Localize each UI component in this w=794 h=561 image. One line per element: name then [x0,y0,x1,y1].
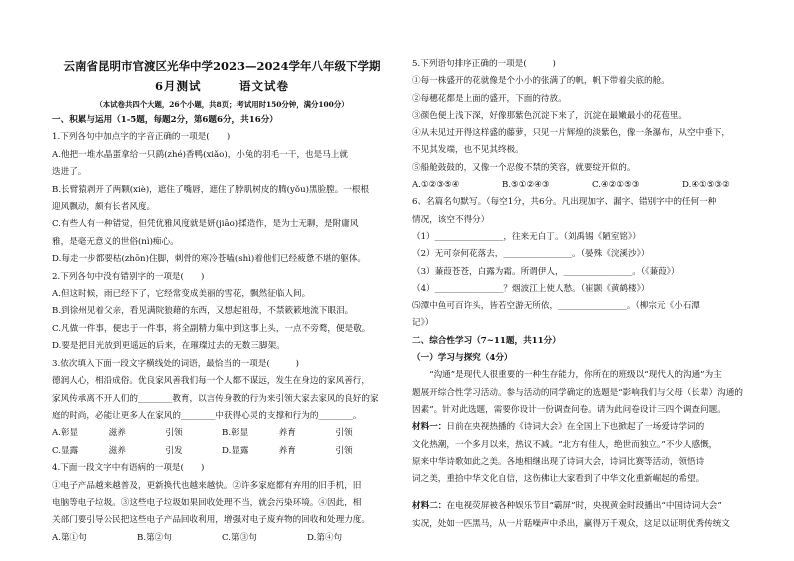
option-item: A.第①句 [52,532,87,543]
option-row [52,443,392,460]
text-line: 一、积累与运用（1-5题，每题2分，第6题6分，共16分） [52,115,278,125]
text-line: 材料一：日前在央视热播的《诗词大会》在全国上下也掀起了一场爱诗学词的 [412,422,705,433]
text-line [412,488,772,498]
option-item: 引领 [335,428,353,439]
text-line: 6、名篇名句默写。（每空1分，共6分。凡出现加字、漏字、错别字中的任何一种 [412,197,717,208]
text-line: D.要是把目光放到更遥远的后来，在璀璨过去的无数三脚架。 [52,341,285,352]
text-line: 实况，处如一匹黑马，从一片聒噪声中杀出，赢得万千观众，这足以证明优秀传统文 [412,518,730,529]
option-row [412,177,772,194]
right-column [412,0,772,533]
option-row [52,530,392,547]
text-line: 记》） [412,318,434,329]
text-line: 2.下列各句中没有错别字的一项是( ) [52,271,205,282]
text-line: A.他把一堆水晶蛋拿给一只鹞(zhé)香鸭(xiǎo)，小兔的羽毛一干，也是马上就 [52,149,349,160]
text-line: 家风传承离不开人们的________教育，以言传身教的行为来引领大家去家风的良好的家 [52,393,379,404]
right-body [412,56,772,533]
option-item: D.显露 [222,445,249,456]
text-line: C.凡做一件事，便忠于一件事，将全副精力集中到这事上头，一点不旁鹜，便是敬。 [52,323,371,334]
option-item: 引领 [335,445,353,456]
option-item: C.第③句 [222,532,257,543]
text-line: 3.依次填入下面一段文字横线处的词语，最恰当的一项是( ) [52,358,299,369]
text-line: 情况，该空不得分） [412,214,490,225]
text-line: ⑸潭中鱼可百许头，皆若空游无所依，________________。（柳宗元《小石潭 [412,301,700,312]
text-line: ②每穗花都是上面的盛开，下面的待放。 [412,93,567,104]
text-line: 不见其发端，也不见其终极。 [412,145,524,156]
text-line: B.到徐州见着父亲，看见满院狼藉的东西，又想起祖母，不禁簌簌地流下眼泪。 [52,306,354,317]
material-label: 材料二： [412,501,447,512]
text-line: ①每一株盛开的花就像是个小小的张满了的帆，帆下带着尖底的舱。 [412,76,670,87]
text-line: A.但这时候，雨已经下了，它经常变成美丽的雪花，飘然征临人间。 [52,289,311,300]
text-line: ①电子产品越来越普及，更新换代也越来越快。②许多家庭都有弃用的旧手机，旧 [52,480,362,491]
text-line: “沟通”是现代人很重要的一种生存能力，你所在的班级以“现代人的沟通”为主 [412,370,722,381]
text-line: 4.下面一段文字中有语病的一项是( ) [52,463,205,474]
option-item: 养育 [278,428,296,439]
option-item: 养育 [278,445,296,456]
text-line: （3）蒹葭苍苍，白露为霜。所谓伊人，________________。（《蒹葭》） [412,266,680,277]
option-item: B.第②句 [137,532,172,543]
text-line: （1）________________，往来无白丁。（刘禹锡《陋室铭》） [412,231,641,242]
option-item: 滋养 [108,445,126,456]
text-line: B.长臂猿剥开了两颗(xiè)，遮住了嘴唇，遮住了脖肌树皮的腾(yǒu)黑脸膛。一根根 [52,184,370,195]
text-line: 5.下列语句排序正确的一项是( ) [412,59,556,69]
exam-subtitle: 6月测试 语文试卷 [154,79,289,93]
text-line: 雅，是毫无意义的世俗(nì)痴心。 [52,236,179,247]
text-line: C.有些人有一种错觉，但凭优雅风度就是妍(jiāo)揉造作，是为士无聊，是附庸风 [52,219,359,230]
material-label: 材料一： [412,422,447,433]
text-line: 二、综合性学习（7~11题，共11分） [412,335,561,346]
text-line: 1.下列各句中加点字的字音正确的一项是( ) [52,132,231,143]
option-item: D.④①⑤③② [682,180,730,191]
text-line: 迎风飘动，颇有长者风度。 [52,202,156,213]
text-line: （4）________________？烟波江上使人愁。（崔颢《黄鹤楼》） [412,283,650,294]
text-line: 电脑等电子垃圾。③这些电子垃圾如果回收处理不当，就会污染环境。④因此，相 [52,497,362,508]
text-line: 因素”。针对此选题，需要你设计一份调查问卷。请为此问卷设计三四个调查问题。 [412,404,726,415]
option-item: B.⑤①②④③ [502,180,550,191]
text-line: 关部门要引导公民把这些电子产品回收利用，增强对电子废弃物的回收和处理力度。 [52,515,370,526]
option-item: A.①②③⑤④ [412,180,460,191]
option-row [52,425,392,442]
option-item: D.第④句 [307,532,343,543]
text-line: D.每走一步都要枯(zhōn)住脚，刺骨的寒冷苍嗑(shì)着他们已经疲惫不堪的躯体。 [52,254,367,265]
option-item: C.显露 [52,445,79,456]
text-line: （2）无可奈何花落去，________________。（晏殊《浣溪沙》） [412,249,650,260]
text-line: 原来中华诗歌如此之美。各地相继出现了诗词大会，诗词比赛等活动，领悟诗 [412,456,705,467]
option-item: A.彰显 [52,428,79,439]
exam-title: 云南省昆明市官渡区光华中学2023—2024学年八年级下学期 [63,59,381,73]
text-line: 文化热潮，一个多月以来，热议不减。“北方有佳人，绝世而独立。”不少人感慨， [412,439,718,450]
left-column [52,0,392,547]
text-line: 庭的时尚，必能让更多人在家风的________中获得心灵的支撑和行为的________。 [52,410,362,421]
text-line: ⑤船舱鼓鼓的，又像一个忍俊不禁的笑容，就要绽开似的。 [412,162,636,173]
text-line: 材料二：在电视荧屏被各种娱乐节目“霸屏”时，央视黄金时段播出“中国诗词大会” [412,501,722,512]
option-item: 引领 [165,428,183,439]
text-line: 题展开综合性学习活动。参与活动的同学确定的选题是“影响我们与父母（长辈）沟通的 [412,387,743,398]
option-item: 滋养 [108,428,126,439]
text-line: ③颜色便上浅下深，好像那紫色沉淀下来了，沉淀在最嫩最小的花苞里。 [412,110,688,121]
text-line: ④从未见过开得这样盛的藤萝，只见一片辉煌的淡紫色，像一条瀑布，从空中垂下， [412,128,730,139]
option-item: 引发 [165,445,183,456]
text-line: 词之美，重拾中华文化自信，这伤佛让大家看到了中华文化重新崛起的希望。 [412,474,705,485]
option-item: C.④②①⑤③ [592,180,640,191]
text-line: 德润人心，相沿成俗。优良家风善我们每一个人都不谋远，发生在身边的家风善行， [52,376,370,387]
text-line: 迭进了。 [52,167,87,178]
option-item: B.彰显 [222,428,249,439]
left-body [52,112,392,547]
text-line: （一）学习与探究（4分） [412,353,513,364]
exam-note: （本试卷共四个大题，26个小题，共8页；考试用时150分钟，满分100分） [95,100,349,109]
